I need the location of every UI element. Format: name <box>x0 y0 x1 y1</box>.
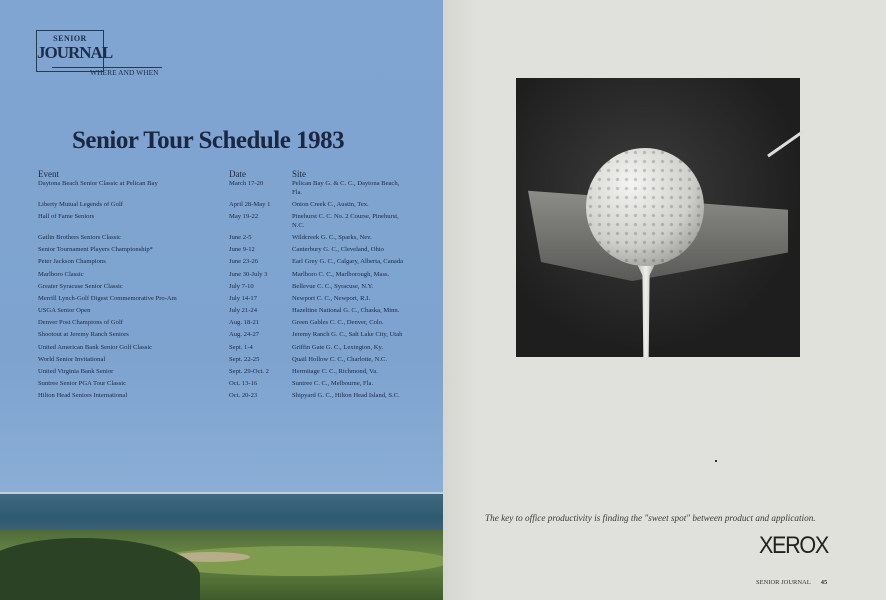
golf-ball-photo <box>516 78 800 357</box>
cell-site: Griffin Gate G. C., Lexington, Ky. <box>292 343 384 351</box>
right-page-ad <box>443 0 886 600</box>
ad-tagline: The key to office productivity is finding the "sweet spot" between product and application. <box>485 513 816 523</box>
page-folio <box>756 579 827 586</box>
section-label: WHERE AND WHEN <box>52 67 162 77</box>
table-row <box>38 368 418 377</box>
cell-date: Aug. 18-21 <box>229 319 260 326</box>
cell-date: July 7-10 <box>229 282 254 290</box>
logo-line2: JOURNAL <box>37 43 113 62</box>
table-row <box>38 392 418 401</box>
cell-date: April 28-May 1 <box>229 201 271 208</box>
cell-date: Sept. 22-25 <box>229 355 260 363</box>
xerox-logo: XEROX <box>759 532 828 559</box>
cell-event: Liberty Mutual Legends of Golf <box>38 201 123 208</box>
cell-date: Sept. 29-Oct. 2 <box>229 367 269 375</box>
cell-date: July 21-24 <box>229 306 258 314</box>
table-row <box>38 356 418 365</box>
table-row <box>38 246 418 255</box>
table-row <box>38 258 418 267</box>
table-row <box>38 307 418 316</box>
cell-site: Canterbury G. C., Cleveland, Ohio <box>292 246 384 253</box>
cell-date: Aug. 24-27 <box>229 331 260 338</box>
table-row <box>38 213 418 230</box>
cell-site: Wildcreek G. C., Sparks, Nev. <box>292 234 372 241</box>
cell-event: Merrill Lynch-Golf Digest Commemorative Pro-Am <box>38 294 177 302</box>
cell-site: Pelican Bay G. & C. C., Daytona Beach, Fla. <box>292 180 400 196</box>
header-date: Date <box>229 169 246 179</box>
header-site: Site <box>292 169 307 179</box>
cell-site: Hermitage C. C., Richmond, Va. <box>292 367 378 375</box>
cell-event: USGA Senior Open <box>38 306 91 314</box>
cell-site: Pinehurst C. C. No. 2 Course, Pinehurst, N.C. <box>292 213 399 229</box>
cell-site: Marlboro C. C., Marlborough, Mass. <box>292 270 390 278</box>
table-row <box>38 331 418 340</box>
cell-event: Peter Jackson Champions <box>38 258 106 265</box>
cell-date: June 2-5 <box>229 234 252 241</box>
table-row <box>38 344 418 353</box>
table-row <box>38 201 418 210</box>
cell-event: Marlboro Classic <box>38 270 84 278</box>
cell-event: Senior Tournament Players Championship* <box>38 246 153 253</box>
table-row <box>38 271 418 280</box>
cell-event: Hilton Head Seniors International <box>38 391 128 399</box>
cell-event: Hall of Fame Seniors <box>38 213 95 220</box>
cell-date: Oct. 13-16 <box>229 379 258 387</box>
cell-event: Greater Syracuse Senior Classic <box>38 282 123 290</box>
table-row <box>38 295 418 304</box>
cell-site: Suntree C. C., Melbourne, Fla. <box>292 379 374 387</box>
cell-event: World Senior Invitational <box>38 355 106 363</box>
cell-date: Oct. 20-23 <box>229 391 258 399</box>
cell-site: Jeremy Ranch G. C., Salt Lake City, Utah <box>292 331 403 338</box>
cell-site: Shipyard G. C., Hilton Head Island, S.C. <box>292 391 400 399</box>
page-number: 45 <box>820 579 828 586</box>
cell-site: Quail Hollow C. C., Charlotte, N.C. <box>292 355 388 363</box>
cell-site: Onion Creek C., Austin, Tex. <box>292 201 369 208</box>
cell-date: May 19-22 <box>229 213 259 220</box>
logo-line1: SENIOR <box>53 34 87 43</box>
cell-date: June 30-July 3 <box>229 270 268 278</box>
cell-event: Daytona Beach Senior Classic at Pelican Bay <box>38 180 158 187</box>
cell-event: Shootout at Jeremy Ranch Seniors <box>38 331 129 338</box>
cell-event: Denver Post Champions of Golf <box>38 319 123 326</box>
table-row <box>38 380 418 389</box>
table-row <box>38 319 418 328</box>
folio-magazine: SENIOR JOURNAL <box>756 579 811 586</box>
header-event: Event <box>38 169 59 179</box>
senior-journal-logo <box>36 30 113 72</box>
cell-site: Bellevue C. C., Syracuse, N.Y. <box>292 282 374 290</box>
cell-event: United American Bank Senior Golf Classic <box>38 343 153 351</box>
cell-date: July 14-17 <box>229 294 258 302</box>
cell-site: Hazeltine National G. C., Chaska, Minn. <box>292 306 400 314</box>
golf-course-photo <box>0 492 443 600</box>
cell-site: Green Gables C. C., Denver, Colo. <box>292 319 384 326</box>
cell-site: Newport C. C., Newport, R.I. <box>292 294 371 302</box>
page-title: Senior Tour Schedule 1983 <box>72 127 345 154</box>
table-row <box>38 283 418 292</box>
table-row <box>38 234 418 243</box>
cell-date: March 17-20 <box>229 180 264 187</box>
cell-site: Earl Grey G. C., Calgary, Alberta, Canada <box>292 258 404 265</box>
cell-date: Sept. 1-4 <box>229 343 253 351</box>
schedule-table <box>38 180 418 404</box>
table-row <box>38 180 418 197</box>
cell-event: Suntree Senior PGA Tour Classic <box>38 379 127 387</box>
cell-event: United Virginia Bank Senior <box>38 367 114 375</box>
cell-date: June 23-26 <box>229 258 259 265</box>
cell-date: June 9-12 <box>229 246 255 253</box>
cell-event: Gatlin Brothers Seniors Classic <box>38 234 121 241</box>
